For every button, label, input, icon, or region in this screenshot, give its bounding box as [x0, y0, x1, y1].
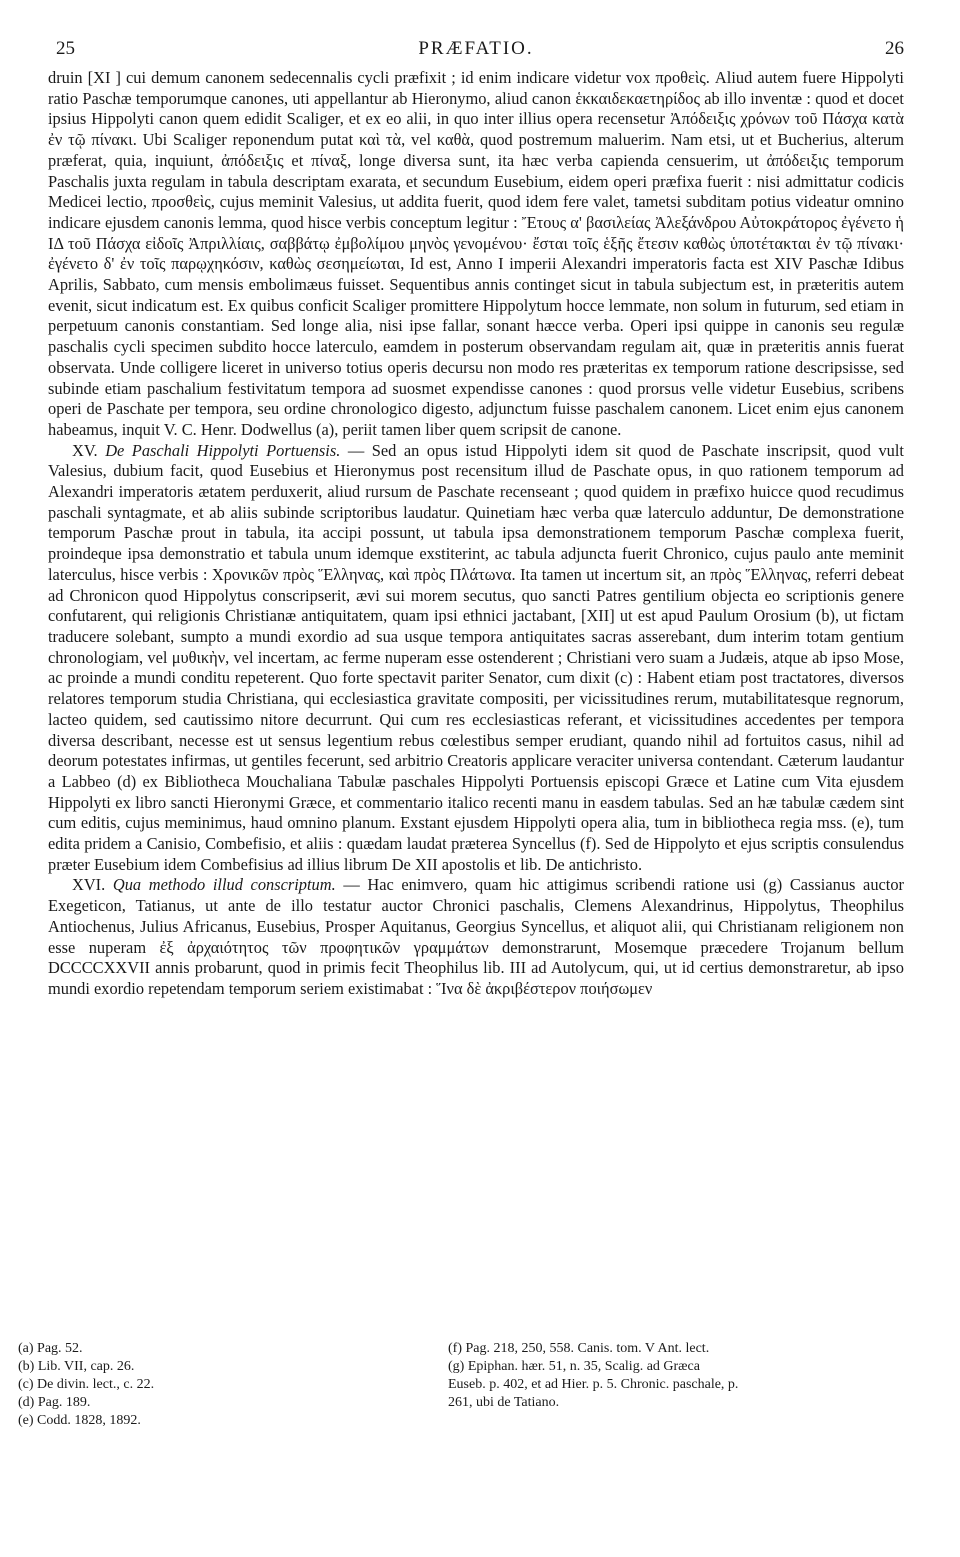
footnote: (b) Lib. VII, cap. 26.: [18, 1359, 135, 1374]
footnote: 261, ubi de Tatiano.: [448, 1395, 560, 1410]
section-title: De Paschali Hippolyti Portuensis.: [105, 440, 341, 460]
footnote: (a) Pag. 52.: [18, 1341, 83, 1356]
section-xv: [48, 441, 904, 876]
opening-paragraph: druin [XI ] cui demum canonem sedecennalis cycli præfixit ; id enim indicare videtur vox προθεὶς. Aliud autem fuere Hippolyti ratio Paschæ temporumque canones, uti appellantur ab Hieronymo, aliud canon ἑκκαιδεκαετηρίδος ab illo inventæ : quod et docet ipsius Hippolyti canon quem edidit Scaliger, et ex eo alii, in quo inter illius opera recensetur Ἀπόδειξις χρόνων τοῦ Πάσχα κατὰ ἐν τῷ πίνακι. Ubi Scaliger reponendum putat καὶ τὰ, vel καθὰ, quod postremum maluerim. Nam etsi, ut et Bucherius, alterum præferat, quia, inquiunt, ἀπόδειξις et πίναξ, longe diversa sunt, ita hæc verba capienda censuerim, ut ἀπόδειξις temporum Paschalis juxta regulam in tabula descriptam exarata, et secundum Eusebium, eidem operi præfixa fuerit : nisi admittatur codicis Medicei lectio, προσθεὶς, cujus meminit Valesius, ut addita fuerit, quod idem fere valet, tametsi subditam potius videatur omnino indicare ejusdem canonis lemma, quod hisce verbis conceptum legitur : Ἔτους α' βασιλείας Ἀλεξάνδρου Αὐτοκράτορος ἐγένετο ἡ ΙΔ τοῦ Πάσχα εἰδοῖς Ἀπριλλίαις, σαββάτῳ ἐμβολίμου μηνὸς γενομένου· ἔσται τοῖς ἑξῆς ἔτεσιν καθὼς ὑποτέτακται ἐν τῷ πίνακι· ἐγένετο δ' ἐν τοῖς παρῳχηκόσιν, καθὼς σεσημείωται, Id est, Anno I imperii Alexandri imperatoris facta est XIV Paschæ Idibus Aprilis, Sabbato, cum mensis embolimæus fuisset. Sequentibus annis continget sicut in tabula subjectum est, in præteritis autem evenit, sicut indicatum est. Ex quibus conficit Scaliger promittere Hippolytum hocce lemmate, non solum in futurum, sed etiam in perpetuum canonis constantiam. Sed longe alia, nisi ipse fallar, sonant hæcce verba. Operi ipsi quippe in canonis seu regulæ paschalis cycli specimen subdito hocce laterculo, eamdem in posterum observandam regulam ait, quæ in præteritis annis fuerat observata. Unde colligere liceret in universo totius operis decursu non modo res præteritas ex temporum ratione descripsisse, sed subinde etiam paschalium festivitatum tempora ad suosmet expendisse canones : quod prorsus velle videtur Eusebius, scribens operi de Paschate per tempora, seu ordine chronologico digesto, adjunctum fuisse paschalem canonem. Licet enim ejus canonem habeamus, inquit V. C. Henr. Dodwellus (a), periit tamen liber quem scripsit de canone.: [48, 68, 904, 439]
footnote: (e) Codd. 1828, 1892.: [18, 1413, 141, 1428]
page-header: [48, 38, 904, 68]
footnote: Euseb. p. 402, et ad Hier. p. 5. Chronic. paschale, p.: [448, 1377, 739, 1392]
section-title: Qua methodo illud conscriptum.: [112, 875, 336, 895]
footnotes-right: [448, 1340, 838, 1430]
section-number: XVI.: [72, 875, 106, 895]
footnote: (d) Pag. 189.: [18, 1395, 91, 1410]
section-xvi: [48, 875, 904, 999]
section-text: — Sed an opus istud Hippolyti idem sit quod de Paschate inscripsit, quod vult Valesius, dubium facit, quod Eusebius et Hieronymus post recensitum illud de Paschate opus, in quo rationem temporum ad Alexandri imperatoris ætatem perduxerit, aliud rursum de Paschate recenseant ; quod quidem in præfixo huicce quod recudimus paschali syntagmate, et ab aliis subinde scriptoribus laudatur. Quinetiam hæc verba quæ laterculo adduntur, De demonstratione temporum Paschæ prout in tabula, ita accipi possunt, ut tabula ipsa demonstrationem temporum Paschæ complexa fuerit, proindeque ipsa demonstratio et tabula unum idemque exstiterint, ac tabula adjuncta fuerit Chronico, cujus paulo ante meminit laterculus, hisce verbis : Χρονικῶν πρὸς Ἕλληνας, καὶ πρὸς Πλάτωνα. Ita tamen ut incertum sit, an πρὸς Ἕλληνας, referri debeat ad Chronicon quod Hippolytus conscripserit, ævi sui morem secutus, quo sancti Patres gentilium objecta eo scriptionis genere confutarent, qui religionis Christianæ antiquitatem, quam ipsi ethnici jactabant, [XII] ut est apud Paulum Orosium (b), ut fictam traducere solebant, sumpto a mundi exordio ad sua usque tempora antiquitates sacras asserebant, dum interim totam gentium chronologiam, vel μυθικὴν, vel incertam, ac ferme nuperam esse ostenderent ; Christiani vero suam a Judæis, atque ab ipso Mose, ac proinde a mundi conditu repeterent. Quo forte spectavit pariter Senator, cum dixit (c) : Habent etiam post tractatores, diversos relatores temporum studia Christiana, qui ecclesiastica gravitate compositi, per vicissitudines rerum, mutabilitatesque regnorum, lacteo quidem, sed cautissimo nitore decurrunt. Qui cum res ecclesiasticas referant, et vicissitudines accedentes per tempora diversa describant, necesse est ut sensus legentium rebus cœlestibus semper erudiant, quando nihil ad fortuitos casus, nihil ad deorum potestates infirmas, ut gentiles fecerunt, sed arbitrio Creatoris applicare veraciter universa contendant. Cæterum laudantur a Labbeo (d) ex Bibliotheca Mouchaliana Tabulæ paschales Hippolyti Portuensis episcopi Græce et Latine cum Vita ejusdem Hippolyti ex libro sancti Hieronymi Græce, et commentario italico recenti manu in easdem tabulas. Sed an hæ tabulæ cædem sint cum editis, cujus meminimus, haud omnino planum. Exstant ejusdem Hippolyti opera alia, tum in bibliotheca regia mss. (e), tum edita pridem a Canisio, Combefisio, et aliis : quædam laudat præterea Syncellus (f). Sed de Hippolyto et ejus scriptis consulendus præter Eusebium idem Combefisius ad illius librum De XII apostolis et lib. De antichristo.: [48, 440, 904, 874]
footnote: (g) Epiphan. hær. 51, n. 35, Scalig. ad Græca: [448, 1359, 700, 1374]
body-text: [48, 68, 904, 1000]
page-number-left: 25: [56, 38, 75, 59]
page-number-right: 26: [885, 38, 904, 59]
footnote: (c) De divin. lect., c. 22.: [18, 1377, 155, 1392]
footnote: (f) Pag. 218, 250, 558. Canis. tom. V Ant. lect.: [448, 1341, 710, 1356]
section-number: XV.: [72, 440, 98, 460]
running-title: PRÆFATIO.: [418, 38, 534, 59]
footnotes: [18, 1340, 838, 1430]
footnotes-left: [18, 1340, 408, 1430]
section-text: — Hac enimvero, quam hic attigimus scribendi ratione usi (g) Cassianus auctor Exegeticon, Tatianus, ut ante de illo testatur auctor Chronici paschalis, Clemens Alexandrinus, Hippolytus, Theophilus Antiochenus, Julius Africanus, Eusebius, Prosper Aquitanus, Georgius Syncellus, et aliquot alii, qui Christianam religionem non esse nuperam ἐξ ἀρχαιότητος τῶν προφητικῶν γραμμάτων demonstrarunt, Mosemque præcedere Trojanum bellum DCCCCXXVII annis probarunt, quod in primis fecit Theophilus lib. III ad Autolycum, qui, ut id certius demonstraretur, ab ipso mundi exordio repetendam temporum seriem existimabat : Ἵνα δὲ ἀκριβέστερον ποιήσωμεν: [48, 875, 904, 998]
document-page: [48, 38, 904, 1000]
